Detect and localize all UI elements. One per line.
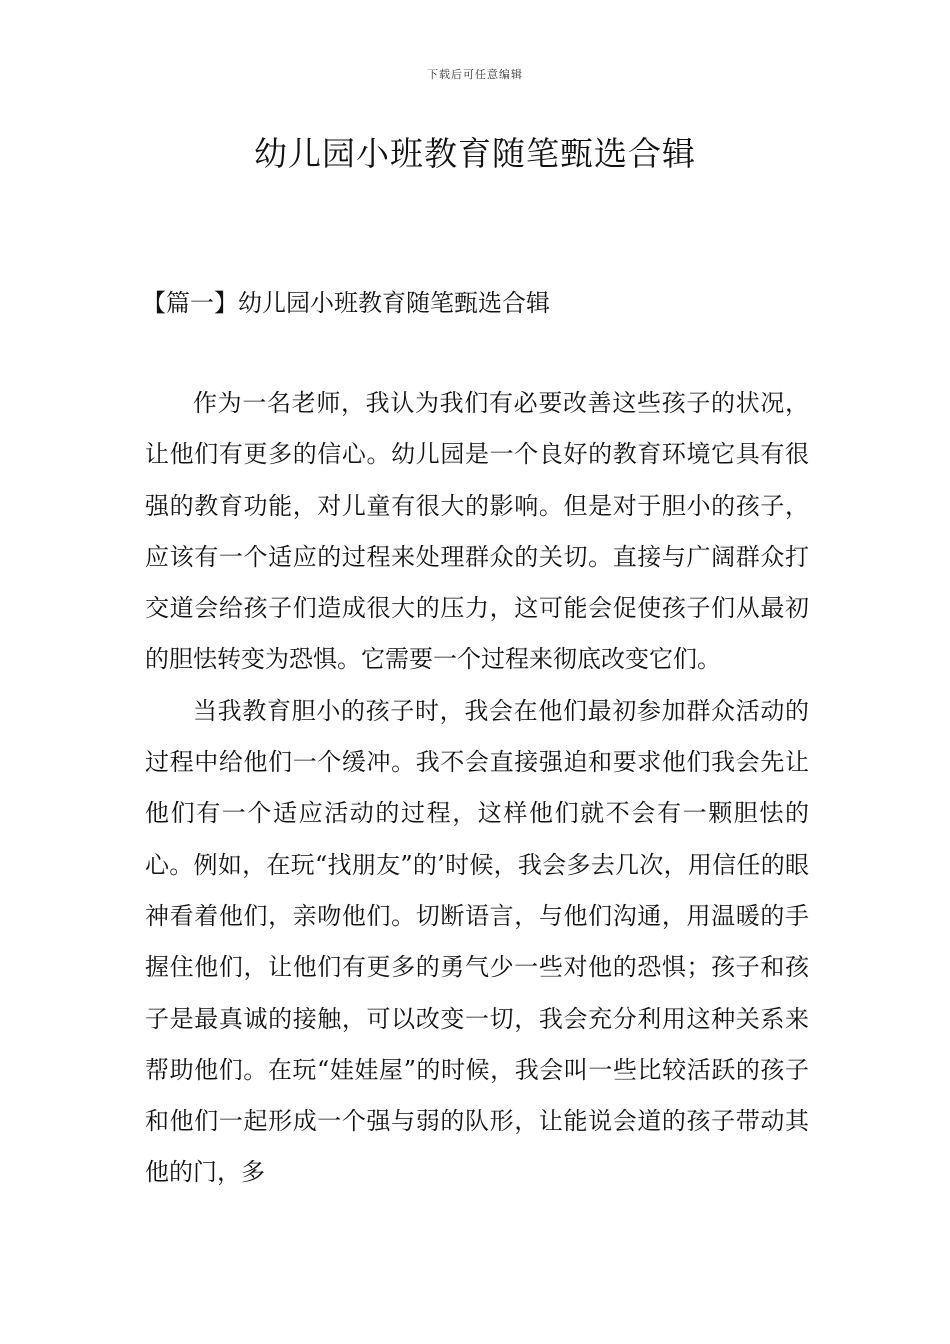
- paragraph-2: 当我教育胆小的孩子时，我会在他们最初参加群众活动的过程中给他们一个缓冲。我不会直接强迫和要求他们我会先让他们有一个适应活动的过程，这样他们就不会有一颗胆怯的心。例如，在玩“找朋友”的’时候，我会多去几次，用信任的眼神看着他们，亲吻他们。切断语言，与他们沟通，用温暖的手握住他们，让他们有更多的勇气少一些对他的恐惧；孩子和孩子是最真诚的接触，可以改变一切，我会充分利用这种关系来帮助他们。在玩“娃娃屋”的时候，我会叫一些比较活跃的孩子和他们一起形成一个强与弱的队形，让能说会道的孩子带动其他的门，多: [145, 696, 809, 1187]
- page-title: 幼儿园小班教育随笔甄选合辑: [254, 134, 696, 173]
- header-note: 下载后可任意编辑: [427, 68, 523, 81]
- paragraph-1: 作为一名老师，我认为我们有必要改善这些孩子的状况，让他们有更多的信心。幼儿园是一个良好的教育环境它具有很强的教育功能，对儿童有很大的影响。但是对于胆小的孩子，应该有一个适应的过程来处理群众的关切。直接与广阔群众打交道会给孩子们造成很大的压力，这可能会促使孩子们从最初的胆怯转变为恐惧。它需要一个过程来彻底改变它们。: [145, 389, 809, 674]
- body-text: [145, 378, 809, 1199]
- section-heading: 【篇一】幼儿园小班教育随笔甄选合辑: [142, 289, 550, 317]
